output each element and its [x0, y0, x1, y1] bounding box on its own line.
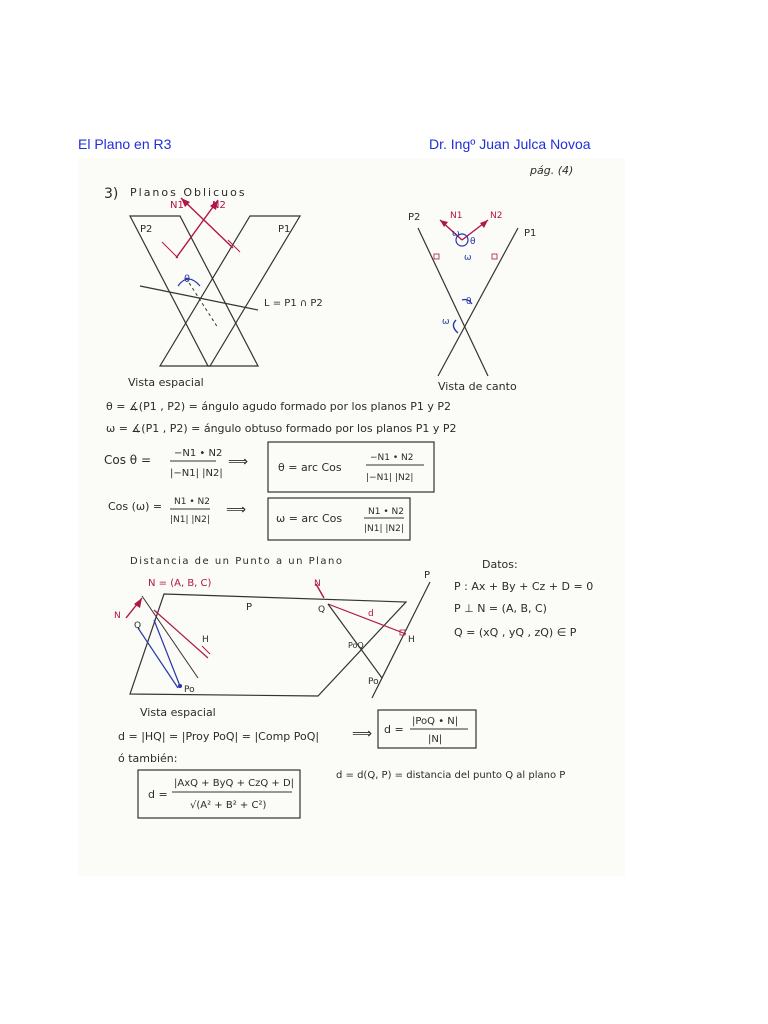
- fig2-theta-mid: θ: [466, 297, 472, 307]
- fig4-po-label: Po: [368, 677, 379, 687]
- fig1-p2-label: P2: [140, 224, 153, 235]
- fig1-p1-label: P1: [278, 224, 291, 235]
- arrow-3: ⟹: [352, 726, 373, 742]
- cos-theta-num: −N1 • N2: [174, 448, 223, 459]
- datos-normal: P ⊥ N = (A, B, C): [454, 602, 547, 615]
- fig3-q-label: Q: [134, 621, 142, 631]
- header-author: Dr. Ingº Juan Julca Novoa: [429, 136, 591, 152]
- omega-definition: ω = ∡(P1 , P2) = ángulo obtuso formado por los planos P1 y P2: [106, 422, 457, 435]
- cos-omega-lhs: Cos (ω) =: [108, 500, 163, 513]
- cos-theta-lhs: Cos θ =: [104, 453, 151, 467]
- fig3-h-label: H: [202, 635, 209, 645]
- omega-box-num: N1 • N2: [368, 507, 404, 517]
- fig3-n-label: N: [114, 611, 121, 621]
- d-formula: d = |HQ| = |Proy PoQ| = |Comp PoQ|: [118, 730, 320, 743]
- cos-theta-den: |−N1| |N2|: [170, 468, 223, 479]
- fig1-theta: θ: [184, 274, 191, 285]
- handwritten-page: [78, 158, 625, 876]
- theta-box-den: |−N1| |N2|: [366, 473, 414, 483]
- fig4-p-label: P: [424, 570, 431, 581]
- d2-den: √(A² + B² + C²): [190, 800, 267, 811]
- cos-omega-formula: [108, 497, 410, 540]
- fig4-n-label: N: [314, 579, 321, 589]
- theta-box-num: −N1 • N2: [370, 453, 414, 463]
- datos-label: Datos:: [482, 558, 518, 571]
- cos-omega-den: |N1| |N2|: [170, 515, 210, 525]
- fig2-omega-bottom: ω: [464, 253, 472, 263]
- fig2-theta-top: θ: [470, 237, 476, 247]
- fig1-n1-label: N1: [170, 200, 184, 211]
- distance-title: Distancia de un Punto a un Plano: [130, 556, 344, 567]
- omega-box-den: |N1| |N2|: [364, 524, 404, 534]
- datos-plane: P : Ax + By + Cz + D = 0: [454, 580, 594, 593]
- fig2-p1-label: P1: [524, 228, 537, 239]
- fig4-distance-edge: [314, 570, 430, 698]
- fig2-caption: Vista de canto: [438, 380, 517, 393]
- fig3-po-label: Po: [184, 685, 195, 695]
- o-tambien: ó también:: [118, 752, 178, 765]
- fig4-plane-line: [372, 582, 430, 698]
- cos-omega-num: N1 • N2: [174, 497, 210, 507]
- fig2-n2-label: N2: [490, 211, 503, 221]
- datos-point: Q = (xQ , yQ , zQ) ∈ P: [454, 626, 577, 639]
- fig4-d-label: d: [368, 609, 374, 619]
- header-title: El Plano en R3: [78, 136, 172, 152]
- d-box-num: |PoQ • N|: [412, 716, 459, 727]
- fig3-p-label: P: [246, 602, 253, 613]
- fig1-caption: Vista espacial: [128, 376, 204, 389]
- cos-theta-formula: [104, 442, 434, 492]
- fig2-p2-label: P2: [408, 212, 421, 223]
- theta-definition: θ = ∡(P1 , P2) = ángulo agudo formado por los planos P1 y P2: [106, 400, 452, 413]
- page-drawing: [78, 158, 625, 876]
- fig1-plane-p2: [130, 216, 258, 366]
- arrow-1: ⟹: [228, 454, 249, 470]
- fig3-normal-label: N = (A, B, C): [148, 578, 212, 589]
- section-number: 3): [104, 186, 119, 202]
- d-box-lhs: d =: [384, 723, 404, 736]
- fig2-omega-mid: ω: [442, 317, 450, 327]
- fig1-plane-p1: [160, 216, 300, 366]
- page-ref: pág. (4): [530, 164, 574, 177]
- d-definition: d = d(Q, P) = distancia del punto Q al plano P: [336, 770, 566, 781]
- d2-num: |AxQ + ByQ + CzQ + D|: [174, 778, 295, 789]
- fig4-h-label: H: [408, 635, 415, 645]
- fig1-spatial-planes: [128, 198, 323, 389]
- d-box-den: |N|: [428, 734, 443, 745]
- omega-box-lhs: ω = arc Cos: [276, 512, 343, 525]
- arrow-2: ⟹: [226, 502, 247, 518]
- fig1-intersection-line: [140, 286, 258, 310]
- d2-lhs: d =: [148, 788, 168, 801]
- fig3-plane: [130, 594, 406, 696]
- fig2-omega-top: ω: [452, 229, 460, 239]
- theta-box-lhs: θ = arc Cos: [278, 461, 342, 474]
- fig1-n2-label: N2: [212, 200, 226, 211]
- fig3-caption: Vista espacial: [140, 706, 216, 719]
- fig4-pq-label: PoQ: [348, 641, 364, 650]
- fig4-q-label: Q: [318, 605, 326, 615]
- fig2-edge-view: [408, 211, 536, 393]
- fig1-line-label: L = P1 ∩ P2: [264, 298, 323, 309]
- fig2-n1-label: N1: [450, 211, 463, 221]
- section-title: Planos Oblicuos: [130, 186, 247, 199]
